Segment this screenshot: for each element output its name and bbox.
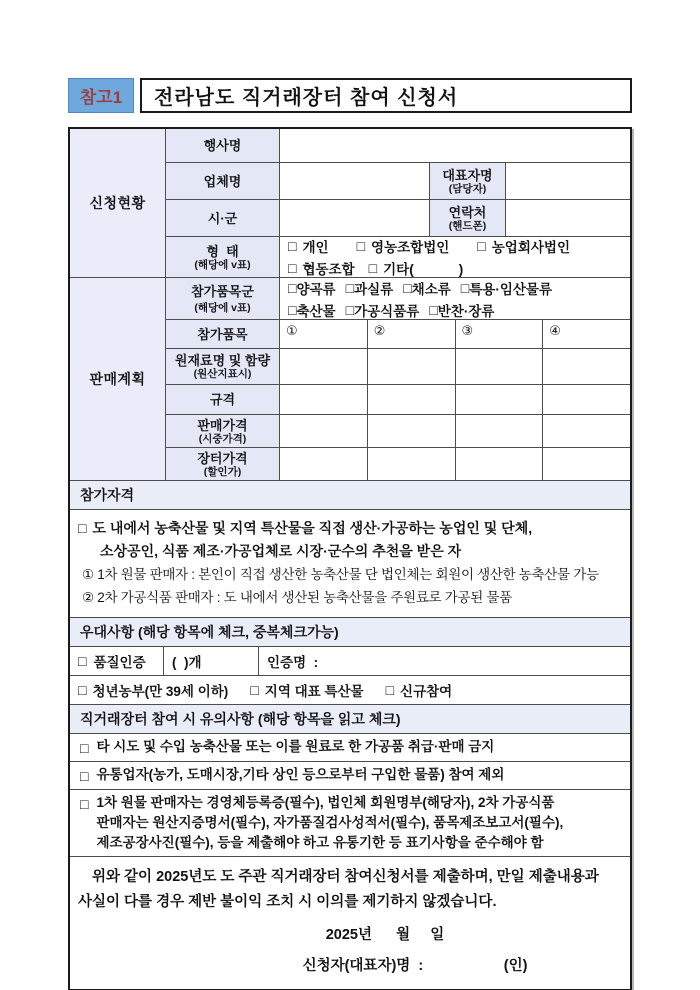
checkbox-icon[interactable]: □ (250, 682, 259, 698)
items-label: 참가품목 (166, 320, 280, 348)
raw-material-3-field[interactable] (456, 349, 544, 384)
market-price-4-field[interactable] (543, 448, 630, 480)
quality-cert-count-field[interactable]: ( )개 (164, 647, 259, 675)
form-header (68, 78, 632, 113)
option-new-participant[interactable]: □ 신규참여 (385, 682, 453, 699)
sale-price-2-field[interactable] (368, 415, 456, 447)
option-other[interactable]: □ 기타( ) (368, 260, 464, 277)
market-price-2-field[interactable] (368, 448, 456, 480)
notice-header: 직거래장터 참여 시 유의사항 (해당 항목을 읽고 체크) (70, 705, 630, 734)
event-name-field[interactable] (280, 129, 630, 162)
market-price-3-field[interactable] (456, 448, 544, 480)
checkbox-icon[interactable]: □ (288, 260, 297, 276)
qualification-content (70, 510, 630, 618)
notice-row-1: □ 타 시도 및 수입 농축산물 또는 이를 원료로 한 가공품 취급·판매 금지 (70, 734, 630, 762)
section-application-status (70, 129, 630, 278)
checkbox-icon[interactable]: □ (80, 796, 89, 812)
page-title: 전라남도 직거래장터 참여 신청서 (140, 78, 632, 113)
option-special-forest[interactable]: □ 특용·임산물류 (460, 279, 552, 297)
row-raw-material (166, 349, 630, 385)
checkbox-icon[interactable]: □ (80, 768, 89, 784)
entity-type-options (280, 237, 630, 277)
notice-row-3-line1: 1차 원물 판매자는 경영체등록증(필수), 법인체 회원명부(해당자), 2차 가공식품 (96, 795, 555, 810)
market-price-1-field[interactable] (280, 448, 368, 480)
row-company-name (166, 163, 630, 200)
qualification-main-line1: □ 도 내에서 농축산물 및 지역 특산물을 직접 생산·가공하는 농업인 및 단체, (78, 517, 622, 540)
city-county-field[interactable] (280, 200, 430, 236)
preference-options-row (70, 676, 630, 705)
applicant-signature-line[interactable]: 신청자(대표자)명 : (인) (302, 958, 528, 974)
checkbox-icon[interactable]: □ (460, 279, 470, 296)
row-city-county (166, 200, 630, 237)
representative-field[interactable] (506, 163, 630, 199)
sale-price-3-field[interactable] (456, 415, 544, 447)
reference-badge: 참고1 (68, 78, 134, 113)
declaration-date: 2025년 월 일 (325, 927, 445, 943)
checkbox-icon[interactable]: □ (78, 653, 87, 669)
option-cooperative[interactable]: □ 협동조합 (288, 260, 355, 277)
spec-label: 규격 (166, 385, 280, 414)
section-sales-plan (70, 278, 630, 481)
row-event-name (166, 129, 630, 163)
option-young-farmer[interactable]: □ 청년농부(만 39세 이하) (78, 682, 229, 699)
checkbox-icon[interactable]: □ (288, 301, 297, 318)
spec-2-field[interactable] (368, 385, 456, 414)
declaration-section (70, 857, 630, 989)
row-entity-type (166, 237, 630, 277)
preference-quality-row (70, 647, 630, 676)
option-farming-corporation[interactable]: □ 영농조합법인 (356, 238, 450, 255)
contact-label: 연락처 (핸드폰) (430, 200, 506, 236)
row-market-price (166, 448, 630, 480)
application-form-table (68, 127, 632, 990)
qualification-item-2: ② 2차 가공식품 판매자 : 도 내에서 생산된 농축산물을 주원료로 가공된 물품 (82, 590, 512, 605)
checkbox-icon[interactable]: □ (78, 682, 87, 698)
row-sale-price (166, 415, 630, 448)
checkbox-icon[interactable]: □ (429, 301, 438, 318)
representative-label: 대표자명 (담당자) (430, 163, 506, 199)
spec-1-field[interactable] (280, 385, 368, 414)
checkbox-icon[interactable]: □ (356, 238, 366, 254)
quality-cert-option[interactable]: □ 품질인증 (70, 647, 164, 675)
checkbox-icon[interactable]: □ (345, 279, 355, 296)
checkbox-icon[interactable]: □ (288, 238, 297, 254)
spec-4-field[interactable] (543, 385, 630, 414)
qualification-item-1: ① 1차 원물 판매자 : 본인이 직접 생산한 농축산물 단 법인체는 회원이 생산한 농축산물 가능 (82, 567, 599, 582)
entity-type-label: 형 태 (해당에 v표) (166, 237, 280, 277)
raw-material-label: 원재료명 및 함량 (원산지표시) (166, 349, 280, 384)
item-group-label: 참가품목군 (해당에 v표) (166, 278, 280, 319)
company-name-field[interactable] (280, 163, 430, 199)
checkbox-icon[interactable]: □ (78, 520, 87, 536)
checkbox-icon[interactable]: □ (385, 682, 395, 698)
item-4-field[interactable]: ④ (549, 323, 561, 338)
item-3-field[interactable]: ③ (456, 320, 544, 348)
event-name-label: 행사명 (166, 129, 280, 162)
checkbox-icon[interactable]: □ (288, 279, 297, 296)
notice-row-2: □ 유통업자(농가, 도매시장,기타 상인 등으로부터 구입한 물품) 참여 제외 (70, 762, 630, 790)
option-livestock[interactable]: □ 축산물 (288, 301, 336, 319)
checkbox-icon[interactable]: □ (345, 301, 355, 318)
qualification-main-line2: 소상공인, 식품 제조·가공업체로 시장·군수의 추천을 받은 자 (100, 543, 462, 559)
sale-price-4-field[interactable] (543, 415, 630, 447)
company-name-label: 업체명 (166, 163, 280, 199)
option-side-dishes[interactable]: □ 반찬·장류 (429, 301, 495, 319)
option-processed-food[interactable]: □ 가공식품류 (345, 301, 420, 319)
declaration-line2: 사실이 다를 경우 제반 불이익 조치 시 이의를 제기하지 않겠습니다. (78, 894, 497, 910)
option-agri-company[interactable]: □ 농업회사법인 (477, 238, 570, 255)
spec-3-field[interactable] (456, 385, 544, 414)
sale-price-1-field[interactable] (280, 415, 368, 447)
row-spec (166, 385, 630, 415)
declaration-line1: 위와 같이 2025년도 도 주관 직거래장터 참여신청서를 제출하며, 만일 제출내용과 (92, 869, 599, 885)
qualification-header: 참가자격 (70, 481, 630, 510)
notice-row-3-line2: 판매자는 원산지증명서(필수), 자가품질검사성적서(필수), 품목제조보고서(필수), (96, 815, 564, 830)
checkbox-icon[interactable]: □ (80, 740, 89, 756)
option-vegetables[interactable]: □ 채소류 (403, 279, 451, 297)
preference-header: 우대사항 (해당 항목에 체크, 중복체크가능) (70, 618, 630, 647)
market-price-label: 장터가격 (할인가) (166, 448, 280, 480)
checkbox-icon[interactable]: □ (368, 260, 378, 276)
raw-material-2-field[interactable] (368, 349, 456, 384)
contact-field[interactable] (506, 200, 630, 236)
option-individual[interactable]: □ 개인 (288, 238, 329, 255)
item-group-options (280, 278, 630, 319)
section-category-label: 판매계획 (70, 278, 166, 480)
checkbox-icon[interactable]: □ (477, 238, 486, 254)
raw-material-4-field[interactable] (543, 349, 630, 384)
option-local-specialty[interactable]: □ 지역 대표 특산물 (250, 682, 364, 699)
row-items (166, 320, 630, 349)
city-county-label: 시·군 (166, 200, 280, 236)
row-item-group (166, 278, 630, 320)
item-1-field[interactable]: ① (280, 320, 368, 348)
notice-row-3-line3: 제조공장사진(필수), 등을 제출해야 하고 유통기한 등 표기사항을 준수해야 함 (96, 835, 544, 850)
raw-material-1-field[interactable] (280, 349, 368, 384)
notice-row-3 (70, 790, 630, 857)
checkbox-icon[interactable]: □ (403, 279, 412, 296)
item-2-field[interactable]: ② (368, 320, 456, 348)
cert-name-field[interactable]: 인증명 : (267, 655, 319, 670)
section-category-label: 신청현황 (70, 129, 166, 277)
option-fruits[interactable]: □ 과실류 (345, 279, 394, 297)
sale-price-label: 판매가격 (시중가격) (166, 415, 280, 447)
option-grains[interactable]: □ 양곡류 (288, 279, 336, 297)
